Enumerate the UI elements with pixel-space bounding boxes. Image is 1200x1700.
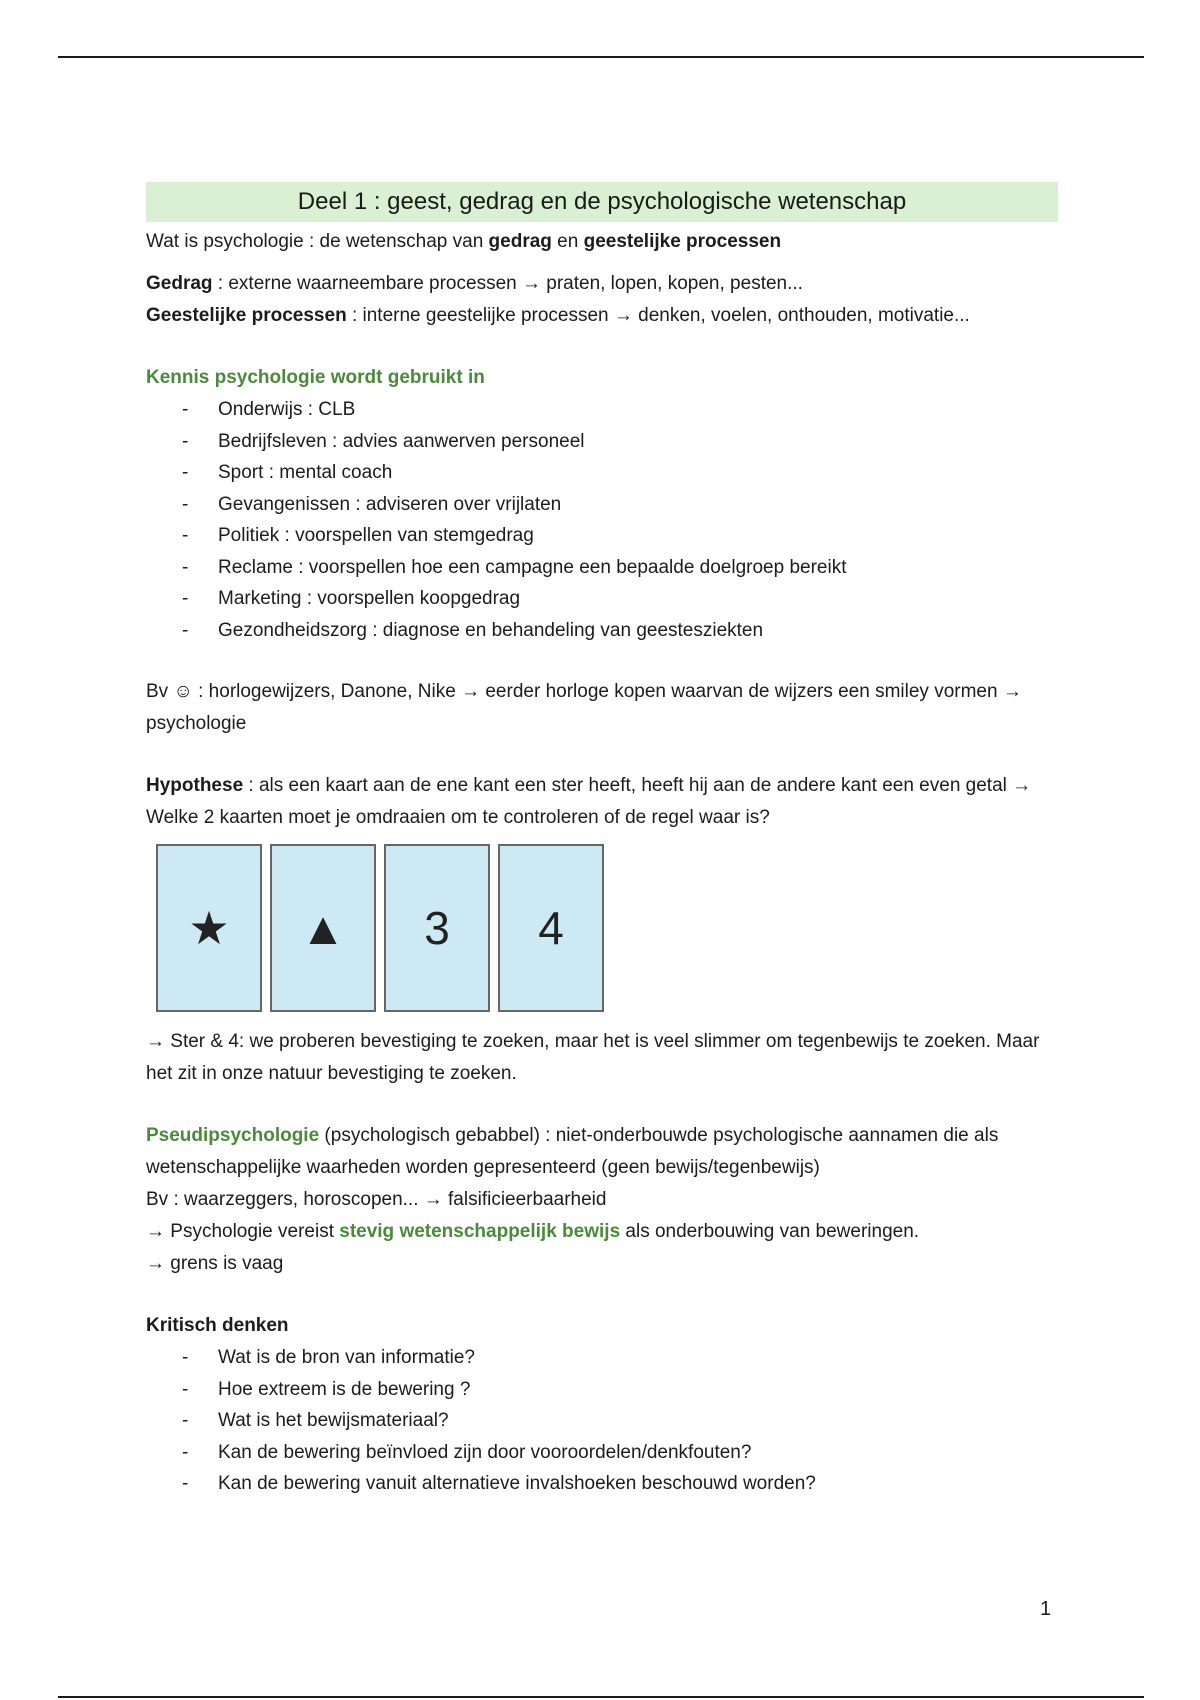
text-gedrag: : externe waarneembare processen → praten, lopen, kopen, pesten... <box>212 273 803 294</box>
pseudo-paragraph <box>146 1120 1058 1184</box>
list-item-text: Kan de bewering vanuit alternatieve invalshoeken beschouwd worden? <box>218 1473 816 1494</box>
critical-heading <box>146 1310 1058 1342</box>
text-hypothese: : als een kaart aan de ene kant een ster heeft, heeft hij aan de andere kant een even getal → Welke 2 kaarten moet je omdraaien om te controleren of de regel waar is? <box>146 775 1032 828</box>
card-row <box>156 844 1058 1012</box>
list-item-text: Gezondheidszorg : diagnose en behandeling van geestesziekten <box>218 619 764 641</box>
list-item <box>146 1374 1058 1406</box>
list-item-text: Hoe extreem is de bewering ? <box>218 1378 471 1400</box>
dash-bullet: - <box>182 1410 189 1431</box>
dash-bullet: - <box>182 556 189 578</box>
card-star: ★ <box>156 844 262 1012</box>
term-pseudo: Pseudipsychologie <box>146 1125 320 1146</box>
critical-list <box>146 1342 1058 1500</box>
usage-list <box>146 394 1058 646</box>
list-item <box>146 1468 1058 1500</box>
pseudo-line1-a: → Psychologie vereist <box>146 1221 340 1242</box>
list-item <box>146 520 1058 552</box>
list-item <box>146 1405 1058 1437</box>
pseudo-line1 <box>146 1216 1058 1248</box>
card-three: 3 <box>384 844 490 1012</box>
top-rule <box>58 56 1144 58</box>
document-body <box>146 182 1058 1500</box>
term-hypothese: Hypothese <box>146 775 244 796</box>
list-item <box>146 457 1058 489</box>
list-item-text: Bedrijfsleven : advies aanwerven personeel <box>218 430 585 452</box>
hypothesis-paragraph <box>146 770 1058 834</box>
list-item-text: Wat is de bron van informatie? <box>218 1347 475 1368</box>
pseudo-line1-emph: stevig wetenschappelijk bewijs <box>339 1221 621 1242</box>
list-item <box>146 552 1058 584</box>
list-item-text: Kan de bewering beïnvloed zijn door vooroordelen/denkfouten? <box>218 1441 752 1463</box>
section-title: Deel 1 : geest, gedrag en de psychologische wetenschap <box>146 182 1058 222</box>
list-item-text: Reclame : voorspellen hoe een campagne een bepaalde doelgroep bereikt <box>218 556 847 578</box>
card-four: 4 <box>498 844 604 1012</box>
dash-bullet: - <box>182 399 189 420</box>
intro-mid: en <box>551 231 584 252</box>
list-item-text: Marketing : voorspellen koopgedrag <box>218 588 521 609</box>
example-paragraph: Bv ☺ : horlogewijzers, Danone, Nike → eerder horloge kopen waarvan de wijzers een smiley vormen → psychologie <box>146 681 1022 734</box>
list-item <box>146 1342 1058 1374</box>
definition-gedrag <box>146 268 1058 300</box>
list-item-text: Sport : mental coach <box>218 462 393 483</box>
text-geest: : interne geestelijke processen → denken, voelen, onthouden, motivatie... <box>346 305 970 326</box>
list-item <box>146 426 1058 458</box>
bottom-rule <box>58 1696 1144 1698</box>
critical-heading-text: Kritisch denken <box>146 1315 289 1336</box>
dash-bullet: - <box>182 588 189 609</box>
dash-bullet: - <box>182 462 189 483</box>
usage-heading: Kennis psychologie wordt gebruikt in <box>146 367 485 388</box>
dash-bullet: - <box>182 430 189 452</box>
dash-bullet: - <box>182 525 189 546</box>
term-gedrag: Gedrag <box>146 273 213 294</box>
dash-bullet: - <box>182 1441 189 1463</box>
intro-term-gedrag: gedrag <box>488 231 552 252</box>
list-item-text: Onderwijs : CLB <box>218 399 356 420</box>
dash-bullet: - <box>182 1347 189 1368</box>
list-item <box>146 394 1058 426</box>
list-item-text: Gevangenissen : adviseren over vrijlaten <box>218 493 562 515</box>
list-item <box>146 615 1058 647</box>
pseudo-example: Bv : waarzeggers, horoscopen... → falsificieerbaarheid <box>146 1189 607 1210</box>
pseudo-line1-c: als onderbouwing van beweringen. <box>620 1221 920 1242</box>
list-item-text: Wat is het bewijsmateriaal? <box>218 1410 449 1431</box>
term-geest: Geestelijke processen <box>146 305 347 326</box>
intro-term-geest: geestelijke processen <box>583 231 782 252</box>
list-item <box>146 583 1058 615</box>
list-item <box>146 489 1058 521</box>
hypothesis-answer: → Ster & 4: we proberen bevestiging te zoeken, maar het is veel slimmer om tegenbewijs te zoeken. Maar het zit in onze natuur bevestiging te zoeken. <box>146 1031 1040 1084</box>
dash-bullet: - <box>182 1378 189 1400</box>
page-number: 1 <box>1040 1598 1052 1620</box>
dash-bullet: - <box>182 493 189 515</box>
card-triangle: ▲ <box>270 844 376 1012</box>
pseudo-line2: → grens is vaag <box>146 1253 284 1274</box>
dash-bullet: - <box>182 1473 189 1494</box>
text-pseudo: (psychologisch gebabbel) : niet-onderbouwde psychologische aannamen die als wetenschappelijke waarheden worden gepresenteerd (geen bewijs/tegenbewijs) <box>146 1125 999 1178</box>
intro-lead: Wat is psychologie : de wetenschap van <box>146 231 489 252</box>
list-item <box>146 1437 1058 1469</box>
intro-paragraph <box>146 226 1058 258</box>
dash-bullet: - <box>182 619 189 641</box>
list-item-text: Politiek : voorspellen van stemgedrag <box>218 525 534 546</box>
definition-geest <box>146 300 1058 332</box>
